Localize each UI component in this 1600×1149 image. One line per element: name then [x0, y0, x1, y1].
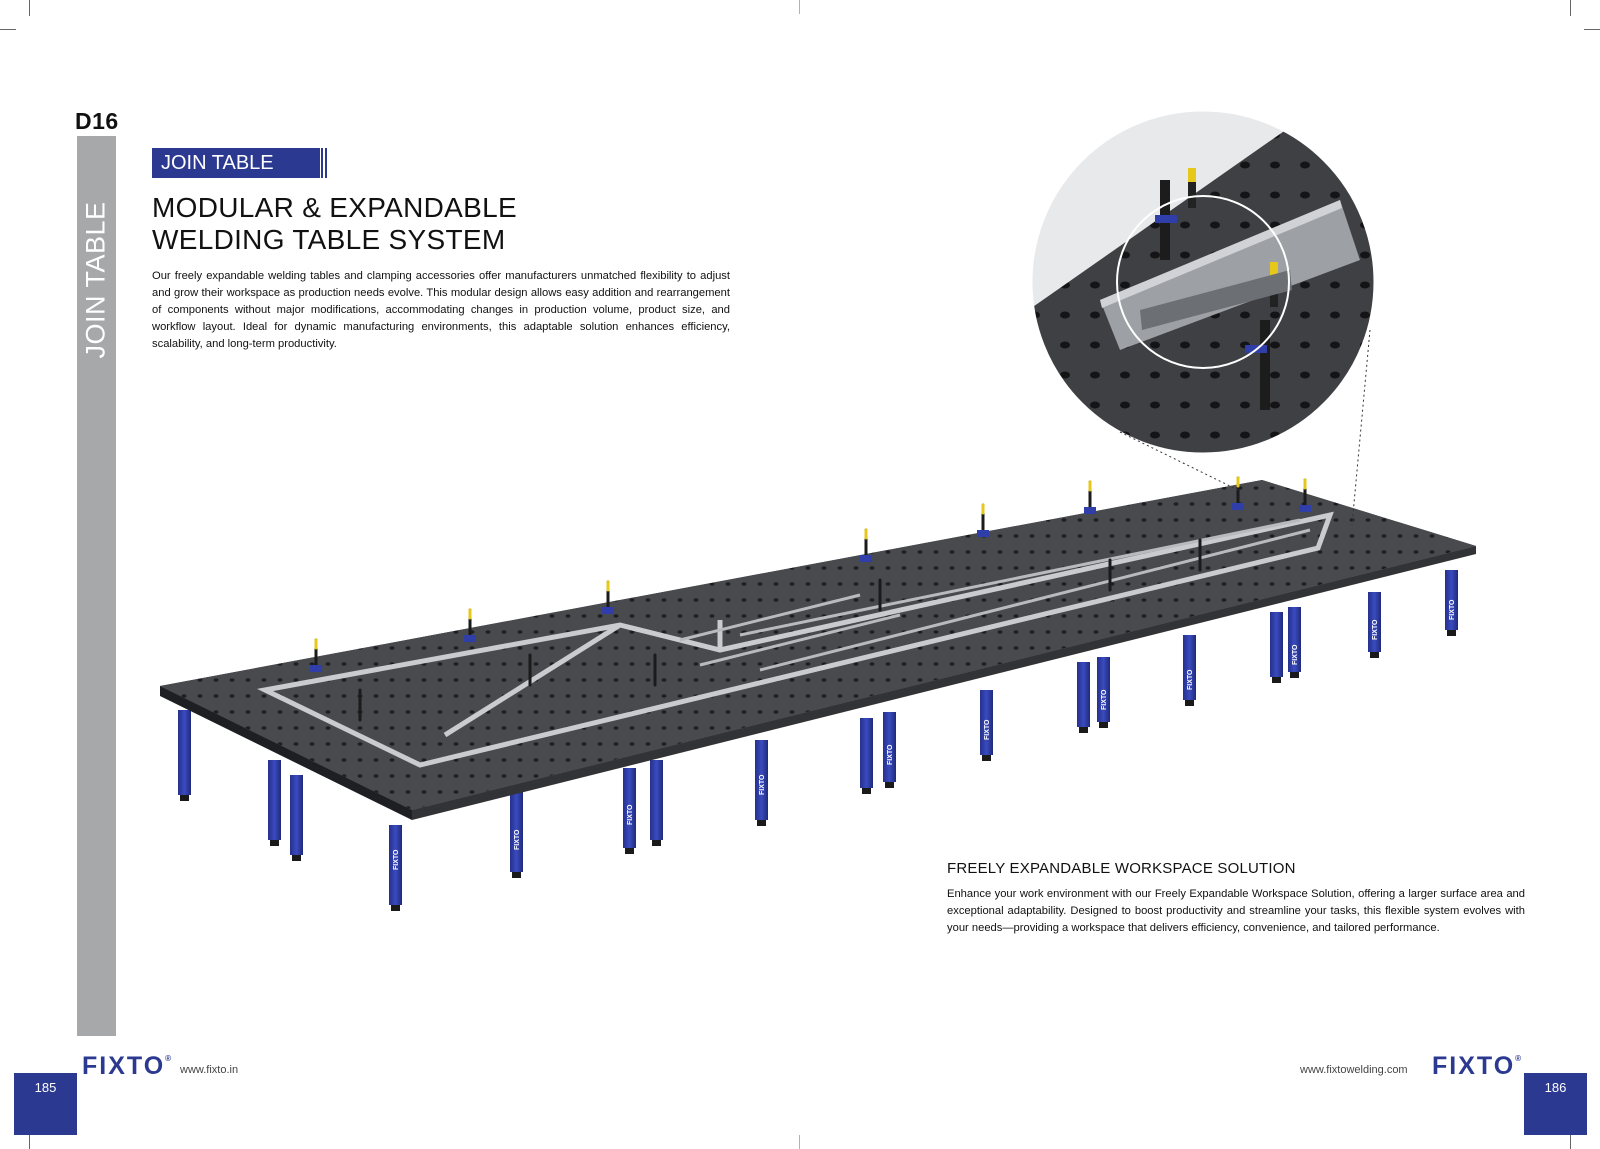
intro-paragraph: Our freely expandable welding tables and clamping accessories offer manufacturers unmatched flexibility to adjust and grow their workspace as production needs evolve. This modular design allows easy addition and rearrangement of components without major modifications, accommodating changes in production volume, product size, and workflow layout. Ideal for dynamic manufacturing environments, this adaptable solution enhances efficiency, scalability, and long-term productivity.: [152, 270, 730, 350]
leg-brand-label: FIXTO: [1101, 689, 1108, 710]
heading-line-2: WELDING TABLE SYSTEM: [152, 224, 506, 255]
leg-brand-label: FIXTO: [1372, 619, 1379, 640]
logo-text: FIXTO: [1432, 1052, 1516, 1080]
url-right[interactable]: www.fixtowelding.com: [1300, 1064, 1408, 1076]
leg-brand-label: FIXTO: [514, 829, 521, 850]
page-number-left: [14, 1073, 77, 1135]
leg-brand-label: FIXTO: [887, 744, 894, 765]
logo-right: FIXTO®: [1432, 1052, 1522, 1080]
leg-brand-label: FIXTO: [1187, 669, 1194, 690]
logo-text: FIXTO: [82, 1052, 166, 1080]
leg-brand-label: FIXTO: [1292, 644, 1299, 665]
section-code: D16: [75, 108, 119, 134]
heading-line-1: MODULAR & EXPANDABLE: [152, 192, 517, 223]
leg-brand-label: FIXTO: [393, 849, 400, 870]
leg-brand-label: FIXTO: [627, 804, 634, 825]
logo-left: FIXTO®: [82, 1052, 172, 1080]
page-number: 185: [34, 1080, 57, 1095]
url-left[interactable]: www.fixto.in: [180, 1064, 239, 1076]
side-label: JOIN TABLE: [80, 201, 111, 359]
tag-bars-decoration: [315, 148, 329, 178]
leg-brand-label: FIXTO: [1449, 599, 1456, 620]
feature-title: FREELY EXPANDABLE WORKSPACE SOLUTION: [947, 860, 1296, 877]
zoom-detail: [1000, 110, 1420, 525]
leg-brand-label: FIXTO: [984, 719, 991, 740]
feature-paragraph: Enhance your work environment with our Freely Expandable Workspace Solution, offering a larger surface area and exceptional adaptability. Designed to boost productivity and streamline your tasks, this flexible system evolves with your needs—providing a workspace that delivers efficiency, convenience, and tailored performance.: [947, 888, 1525, 934]
page-number-right: [1524, 1073, 1587, 1135]
page-heading: [152, 192, 517, 256]
page-number: 186: [1544, 1080, 1567, 1095]
category-tag: JOIN TABLE: [152, 148, 320, 178]
leg-brand-label: FIXTO: [759, 774, 766, 795]
